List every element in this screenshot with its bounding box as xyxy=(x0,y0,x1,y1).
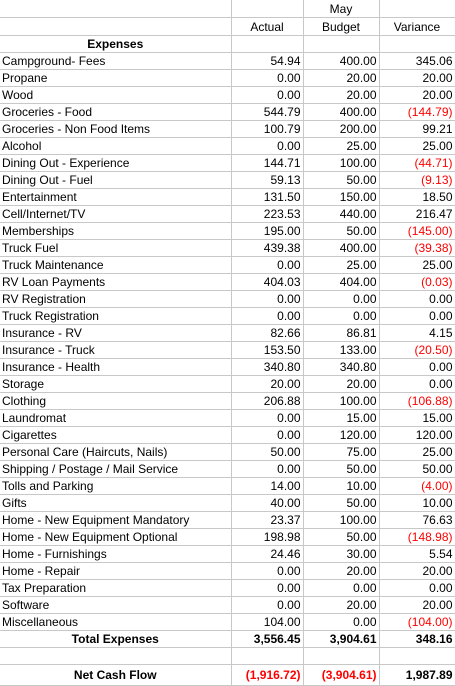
expense-label-cell[interactable]: Insurance - RV xyxy=(0,325,231,342)
actual-cell[interactable]: 0.00 xyxy=(231,257,303,274)
variance-cell[interactable]: (9.13) xyxy=(379,172,455,189)
actual-cell[interactable]: 82.66 xyxy=(231,325,303,342)
header-cell-actual[interactable]: Actual xyxy=(231,18,303,36)
expense-label-cell[interactable]: Personal Care (Haircuts, Nails) xyxy=(0,444,231,461)
expense-row xyxy=(0,155,455,172)
net-budget-cell[interactable]: (3,904.61) xyxy=(303,665,379,686)
empty-cell[interactable] xyxy=(303,36,379,53)
budget-cell[interactable]: 100.00 xyxy=(303,512,379,529)
variance-cell[interactable]: 4.15 xyxy=(379,325,455,342)
expense-label-cell[interactable]: Alcohol xyxy=(0,138,231,155)
variance-cell[interactable]: 50.00 xyxy=(379,461,455,478)
expense-row xyxy=(0,189,455,206)
actual-cell[interactable]: 198.98 xyxy=(231,529,303,546)
expense-row xyxy=(0,478,455,495)
actual-cell[interactable]: 0.00 xyxy=(231,410,303,427)
variance-cell[interactable]: 20.00 xyxy=(379,70,455,87)
variance-cell[interactable]: 5.54 xyxy=(379,546,455,563)
net-actual-cell[interactable]: (1,916.72) xyxy=(231,665,303,686)
actual-cell[interactable]: 40.00 xyxy=(231,495,303,512)
actual-cell[interactable]: 104.00 xyxy=(231,614,303,631)
expense-row xyxy=(0,580,455,597)
expense-label-cell[interactable]: Truck Registration xyxy=(0,308,231,325)
expense-label-cell[interactable]: RV Loan Payments xyxy=(0,274,231,291)
budget-cell[interactable]: 50.00 xyxy=(303,495,379,512)
expense-row xyxy=(0,138,455,155)
expense-row xyxy=(0,393,455,410)
variance-cell[interactable]: 76.63 xyxy=(379,512,455,529)
budget-cell[interactable]: 150.00 xyxy=(303,189,379,206)
budget-cell[interactable]: 20.00 xyxy=(303,597,379,614)
expense-row xyxy=(0,359,455,376)
variance-cell[interactable]: 20.00 xyxy=(379,563,455,580)
header-row-columns xyxy=(0,18,455,36)
net-variance-cell[interactable]: 1,987.89 xyxy=(379,665,455,686)
expense-row xyxy=(0,87,455,104)
expense-label-cell[interactable]: Clothing xyxy=(0,393,231,410)
variance-cell[interactable]: (39.38) xyxy=(379,240,455,257)
variance-cell[interactable]: 18.50 xyxy=(379,189,455,206)
actual-cell[interactable]: 0.00 xyxy=(231,461,303,478)
expense-label-cell[interactable]: Shipping / Postage / Mail Service xyxy=(0,461,231,478)
budget-cell[interactable]: 30.00 xyxy=(303,546,379,563)
variance-cell[interactable]: 0.00 xyxy=(379,308,455,325)
variance-cell[interactable]: 0.00 xyxy=(379,580,455,597)
budget-cell[interactable]: 200.00 xyxy=(303,121,379,138)
actual-cell[interactable]: 144.71 xyxy=(231,155,303,172)
net-cash-flow-row xyxy=(0,665,455,686)
budget-cell[interactable]: 404.00 xyxy=(303,274,379,291)
expense-row xyxy=(0,308,455,325)
expense-row xyxy=(0,291,455,308)
total-expenses-label[interactable]: Total Expenses xyxy=(0,631,231,648)
budget-cell[interactable]: 50.00 xyxy=(303,172,379,189)
variance-cell[interactable]: 216.47 xyxy=(379,206,455,223)
header-row-month xyxy=(0,0,455,18)
budget-cell[interactable]: 20.00 xyxy=(303,376,379,393)
budget-cell[interactable]: 0.00 xyxy=(303,580,379,597)
budget-cell[interactable]: 340.80 xyxy=(303,359,379,376)
expense-row xyxy=(0,529,455,546)
budget-cell[interactable]: 133.00 xyxy=(303,342,379,359)
actual-cell[interactable]: 0.00 xyxy=(231,563,303,580)
actual-cell[interactable]: 23.37 xyxy=(231,512,303,529)
variance-cell[interactable]: (44.71) xyxy=(379,155,455,172)
budget-cell[interactable]: 15.00 xyxy=(303,410,379,427)
actual-cell[interactable]: 0.00 xyxy=(231,580,303,597)
expense-row xyxy=(0,206,455,223)
variance-cell[interactable]: (144.79) xyxy=(379,104,455,121)
header-cell-variance[interactable]: Variance xyxy=(379,18,455,36)
variance-cell[interactable]: 20.00 xyxy=(379,87,455,104)
budget-cell[interactable]: 440.00 xyxy=(303,206,379,223)
expense-label-cell[interactable]: Laundromat xyxy=(0,410,231,427)
actual-cell[interactable]: 153.50 xyxy=(231,342,303,359)
header-cell-blank[interactable] xyxy=(0,0,231,18)
expense-row xyxy=(0,546,455,563)
section-title-expenses[interactable]: Expenses xyxy=(0,36,231,53)
header-cell-blank[interactable] xyxy=(0,18,231,36)
variance-cell[interactable]: 20.00 xyxy=(379,597,455,614)
budget-cell[interactable]: 400.00 xyxy=(303,240,379,257)
empty-cell[interactable] xyxy=(231,36,303,53)
expense-row xyxy=(0,104,455,121)
empty-cell[interactable] xyxy=(303,648,379,665)
expense-row xyxy=(0,461,455,478)
header-cell-budget[interactable]: Budget xyxy=(303,18,379,36)
empty-cell[interactable] xyxy=(231,648,303,665)
expense-label-cell[interactable]: Dining Out - Fuel xyxy=(0,172,231,189)
total-expenses-row xyxy=(0,631,455,648)
total-budget-cell[interactable]: 3,904.61 xyxy=(303,631,379,648)
budget-cell[interactable]: 25.00 xyxy=(303,257,379,274)
expense-row xyxy=(0,444,455,461)
variance-cell[interactable]: (145.00) xyxy=(379,223,455,240)
budget-cell[interactable]: 20.00 xyxy=(303,563,379,580)
expense-label-cell[interactable]: RV Registration xyxy=(0,291,231,308)
actual-cell[interactable]: 0.00 xyxy=(231,308,303,325)
variance-cell[interactable]: 25.00 xyxy=(379,138,455,155)
actual-cell[interactable]: 59.13 xyxy=(231,172,303,189)
expense-label-cell[interactable]: Cell/Internet/TV xyxy=(0,206,231,223)
variance-cell[interactable]: 120.00 xyxy=(379,427,455,444)
expense-row xyxy=(0,257,455,274)
budget-cell[interactable]: 400.00 xyxy=(303,53,379,70)
section-row-expenses xyxy=(0,36,455,53)
actual-cell[interactable]: 195.00 xyxy=(231,223,303,240)
variance-cell[interactable]: (106.88) xyxy=(379,393,455,410)
actual-cell[interactable]: 340.80 xyxy=(231,359,303,376)
actual-cell[interactable]: 0.00 xyxy=(231,87,303,104)
actual-cell[interactable]: 0.00 xyxy=(231,291,303,308)
budget-cell[interactable]: 25.00 xyxy=(303,138,379,155)
actual-cell[interactable]: 100.79 xyxy=(231,121,303,138)
expense-label-cell[interactable]: Software xyxy=(0,597,231,614)
expense-row xyxy=(0,614,455,631)
variance-cell[interactable]: (4.00) xyxy=(379,478,455,495)
actual-cell[interactable]: 439.38 xyxy=(231,240,303,257)
expense-row xyxy=(0,563,455,580)
expense-row xyxy=(0,325,455,342)
empty-cell[interactable] xyxy=(379,36,455,53)
budget-cell[interactable]: 120.00 xyxy=(303,427,379,444)
expense-label-cell[interactable]: Groceries - Food xyxy=(0,104,231,121)
budget-cell[interactable]: 100.00 xyxy=(303,393,379,410)
expense-label-cell[interactable]: Home - Repair xyxy=(0,563,231,580)
expense-label-cell[interactable]: Gifts xyxy=(0,495,231,512)
budget-cell[interactable]: 75.00 xyxy=(303,444,379,461)
actual-cell[interactable]: 20.00 xyxy=(231,376,303,393)
expense-label-cell[interactable]: Storage xyxy=(0,376,231,393)
variance-cell[interactable]: 99.21 xyxy=(379,121,455,138)
expense-label-cell[interactable]: Cigarettes xyxy=(0,427,231,444)
expense-label-cell[interactable]: Truck Maintenance xyxy=(0,257,231,274)
variance-cell[interactable]: (20.50) xyxy=(379,342,455,359)
expense-row xyxy=(0,172,455,189)
budget-cell[interactable]: 86.81 xyxy=(303,325,379,342)
expense-label-cell[interactable]: Campground- Fees xyxy=(0,53,231,70)
expense-label-cell[interactable]: Tolls and Parking xyxy=(0,478,231,495)
expense-label-cell[interactable]: Propane xyxy=(0,70,231,87)
variance-cell[interactable]: 25.00 xyxy=(379,444,455,461)
expense-row xyxy=(0,342,455,359)
expense-label-cell[interactable]: Home - New Equipment Mandatory xyxy=(0,512,231,529)
header-cell-blank[interactable] xyxy=(231,0,303,18)
total-actual-cell[interactable]: 3,556.45 xyxy=(231,631,303,648)
actual-cell[interactable]: 0.00 xyxy=(231,138,303,155)
actual-cell[interactable]: 544.79 xyxy=(231,104,303,121)
actual-cell[interactable]: 206.88 xyxy=(231,393,303,410)
expense-label-cell[interactable]: Truck Fuel xyxy=(0,240,231,257)
variance-cell[interactable]: 0.00 xyxy=(379,359,455,376)
variance-cell[interactable]: (148.98) xyxy=(379,529,455,546)
variance-cell[interactable]: 345.06 xyxy=(379,53,455,70)
expense-label-cell[interactable]: Insurance - Health xyxy=(0,359,231,376)
actual-cell[interactable]: 50.00 xyxy=(231,444,303,461)
expense-row xyxy=(0,512,455,529)
expense-row xyxy=(0,223,455,240)
expense-label-cell[interactable]: Dining Out - Experience xyxy=(0,155,231,172)
actual-cell[interactable]: 404.03 xyxy=(231,274,303,291)
expense-row xyxy=(0,240,455,257)
expense-row xyxy=(0,274,455,291)
expense-row xyxy=(0,53,455,70)
variance-cell[interactable]: (104.00) xyxy=(379,614,455,631)
expense-label-cell[interactable]: Groceries - Non Food Items xyxy=(0,121,231,138)
expense-label-cell[interactable]: Insurance - Truck xyxy=(0,342,231,359)
variance-cell[interactable]: 0.00 xyxy=(379,291,455,308)
header-cell-blank[interactable] xyxy=(379,0,455,18)
expense-row xyxy=(0,597,455,614)
expense-label-cell[interactable]: Miscellaneous xyxy=(0,614,231,631)
budget-cell[interactable]: 50.00 xyxy=(303,461,379,478)
expense-row xyxy=(0,410,455,427)
expense-label-cell[interactable]: Home - Furnishings xyxy=(0,546,231,563)
budget-cell[interactable]: 10.00 xyxy=(303,478,379,495)
budget-cell[interactable]: 400.00 xyxy=(303,104,379,121)
budget-cell[interactable]: 0.00 xyxy=(303,614,379,631)
expense-row xyxy=(0,70,455,87)
actual-cell[interactable]: 0.00 xyxy=(231,427,303,444)
total-variance-cell[interactable]: 348.16 xyxy=(379,631,455,648)
empty-cell[interactable] xyxy=(0,648,231,665)
variance-cell[interactable]: 25.00 xyxy=(379,257,455,274)
expense-label-cell[interactable]: Wood xyxy=(0,87,231,104)
budget-cell[interactable]: 20.00 xyxy=(303,87,379,104)
header-cell-month[interactable]: May xyxy=(303,0,379,18)
actual-cell[interactable]: 223.53 xyxy=(231,206,303,223)
expense-label-cell[interactable]: Tax Preparation xyxy=(0,580,231,597)
expense-row xyxy=(0,376,455,393)
budget-cell[interactable]: 20.00 xyxy=(303,70,379,87)
actual-cell[interactable]: 0.00 xyxy=(231,70,303,87)
variance-cell[interactable]: 10.00 xyxy=(379,495,455,512)
expense-label-cell[interactable]: Memberships xyxy=(0,223,231,240)
actual-cell[interactable]: 14.00 xyxy=(231,478,303,495)
actual-cell[interactable]: 0.00 xyxy=(231,597,303,614)
budget-cell[interactable]: 50.00 xyxy=(303,529,379,546)
variance-cell[interactable]: 15.00 xyxy=(379,410,455,427)
variance-cell[interactable]: 0.00 xyxy=(379,376,455,393)
variance-cell[interactable]: (0.03) xyxy=(379,274,455,291)
budget-cell[interactable]: 100.00 xyxy=(303,155,379,172)
actual-cell[interactable]: 24.46 xyxy=(231,546,303,563)
actual-cell[interactable]: 54.94 xyxy=(231,53,303,70)
empty-cell[interactable] xyxy=(379,648,455,665)
actual-cell[interactable]: 131.50 xyxy=(231,189,303,206)
budget-cell[interactable]: 0.00 xyxy=(303,308,379,325)
expense-label-cell[interactable]: Entertainment xyxy=(0,189,231,206)
budget-cell[interactable]: 50.00 xyxy=(303,223,379,240)
expense-row xyxy=(0,121,455,138)
expense-row xyxy=(0,427,455,444)
expense-label-cell[interactable]: Home - New Equipment Optional xyxy=(0,529,231,546)
blank-row xyxy=(0,648,455,665)
budget-cell[interactable]: 0.00 xyxy=(303,291,379,308)
expense-row xyxy=(0,495,455,512)
net-cash-flow-label[interactable]: Net Cash Flow xyxy=(0,665,231,686)
